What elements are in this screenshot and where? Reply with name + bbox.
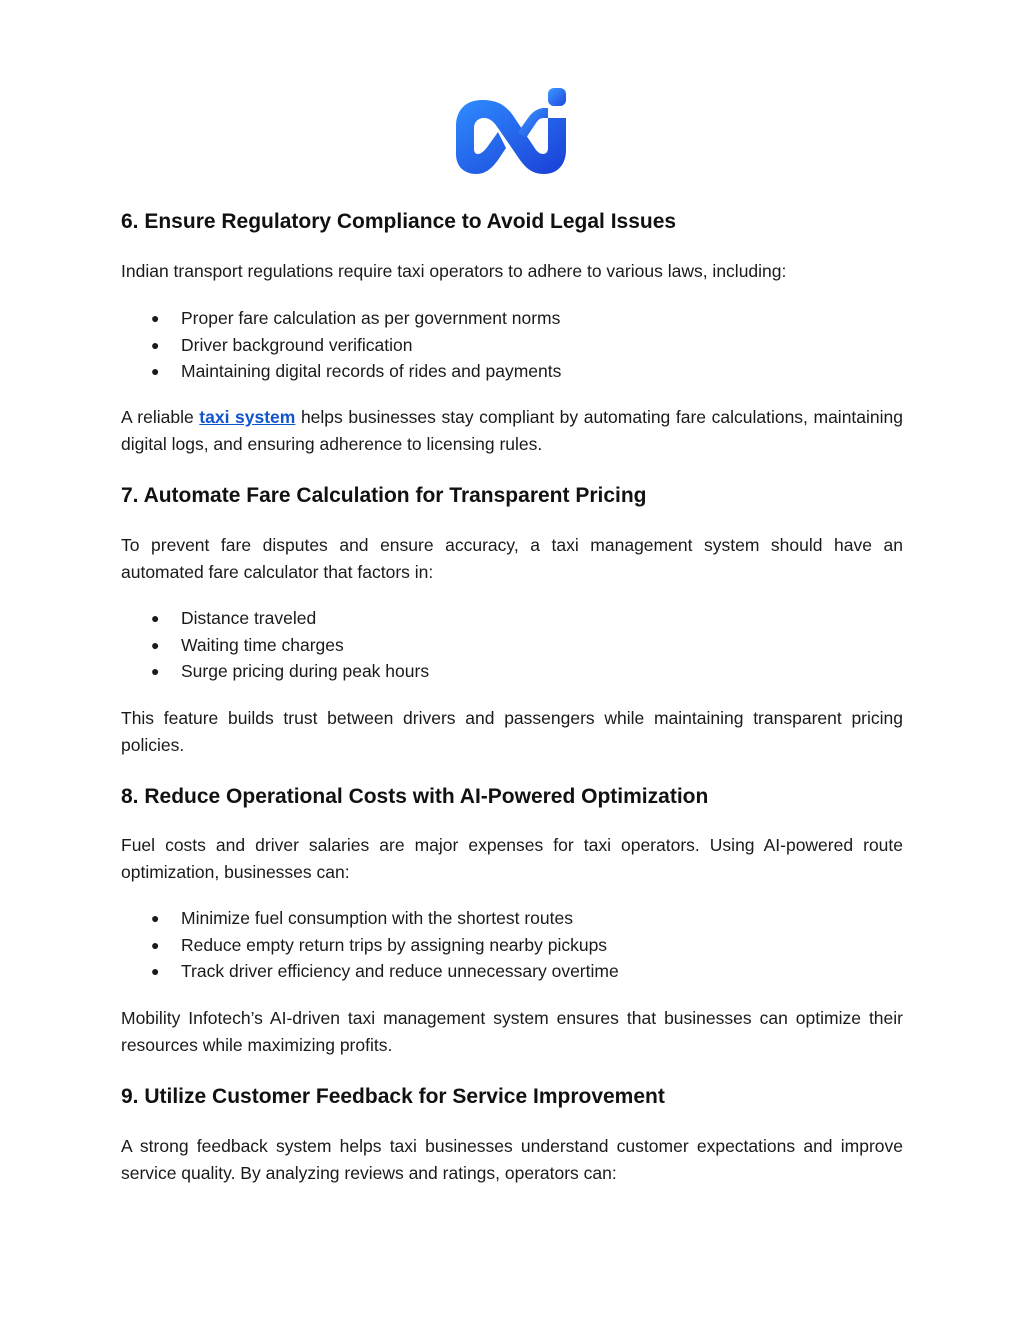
mobility-infotech-logo (454, 86, 570, 176)
list-item: ● Track driver efficiency and reduce unnecessary overtime (121, 958, 619, 985)
bullet-list (121, 605, 429, 685)
list-item: ● Proper fare calculation as per government norms (121, 305, 561, 332)
section-intro: A strong feedback system helps taxi businesses understand customer expectations and improve service quality. By analyzing reviews and ratings, operators can: (121, 1136, 903, 1183)
list-item: ● Minimize fuel consumption with the shortest routes (121, 905, 619, 932)
section-heading: 9. Utilize Customer Feedback for Service Improvement (121, 1085, 665, 1108)
bullet-list (121, 905, 619, 985)
section-intro: Fuel costs and driver salaries are major expenses for taxi operators. Using AI-powered route optimization, businesses can: (121, 835, 903, 882)
section-heading: 6. Ensure Regulatory Compliance to Avoid Legal Issues (121, 210, 677, 233)
section-intro: Indian transport regulations require taxi operators to adhere to various laws, including: (121, 261, 787, 281)
list-item: ● Maintaining digital records of rides and payments (121, 358, 561, 385)
section-heading: 8. Reduce Operational Costs with AI-Powered Optimization (121, 785, 709, 808)
bullet-icon: ● (151, 636, 160, 653)
bullet-icon: ● (151, 610, 160, 626)
section-heading: 7. Automate Fare Calculation for Transparent Pricing (121, 484, 647, 507)
section-closing: A reliable taxi system helps businesses stay compliant by automating fare calculations, maintaining digital logs, and ensuring adherence to licensing rules. (121, 407, 903, 454)
bullet-icon: ● (151, 310, 160, 326)
list-item: ● Waiting time charges (121, 632, 429, 659)
list-item: ● Surge pricing during peak hours (121, 658, 429, 685)
list-item: ● Distance traveled (121, 605, 429, 632)
bullet-icon: ● (151, 336, 160, 353)
bullet-icon: ● (151, 363, 160, 379)
list-item: ● Driver background verification (121, 332, 561, 359)
taxi-system-link[interactable]: taxi system (199, 407, 296, 427)
bullet-list (121, 305, 561, 385)
section-closing: This feature builds trust between drivers and passengers while maintaining transparent pricing policies. (121, 708, 903, 755)
section-intro: To prevent fare disputes and ensure accuracy, a taxi management system should have an automated fare calculator that factors in: (121, 535, 903, 582)
bullet-icon: ● (151, 936, 160, 953)
section-closing: Mobility Infotech’s AI-driven taxi management system ensures that businesses can optimize their resources while maximizing profits. (121, 1008, 903, 1055)
bullet-icon: ● (151, 663, 160, 679)
bullet-icon: ● (151, 963, 160, 979)
bullet-icon: ● (151, 910, 160, 926)
list-item: ● Reduce empty return trips by assigning nearby pickups (121, 932, 619, 959)
